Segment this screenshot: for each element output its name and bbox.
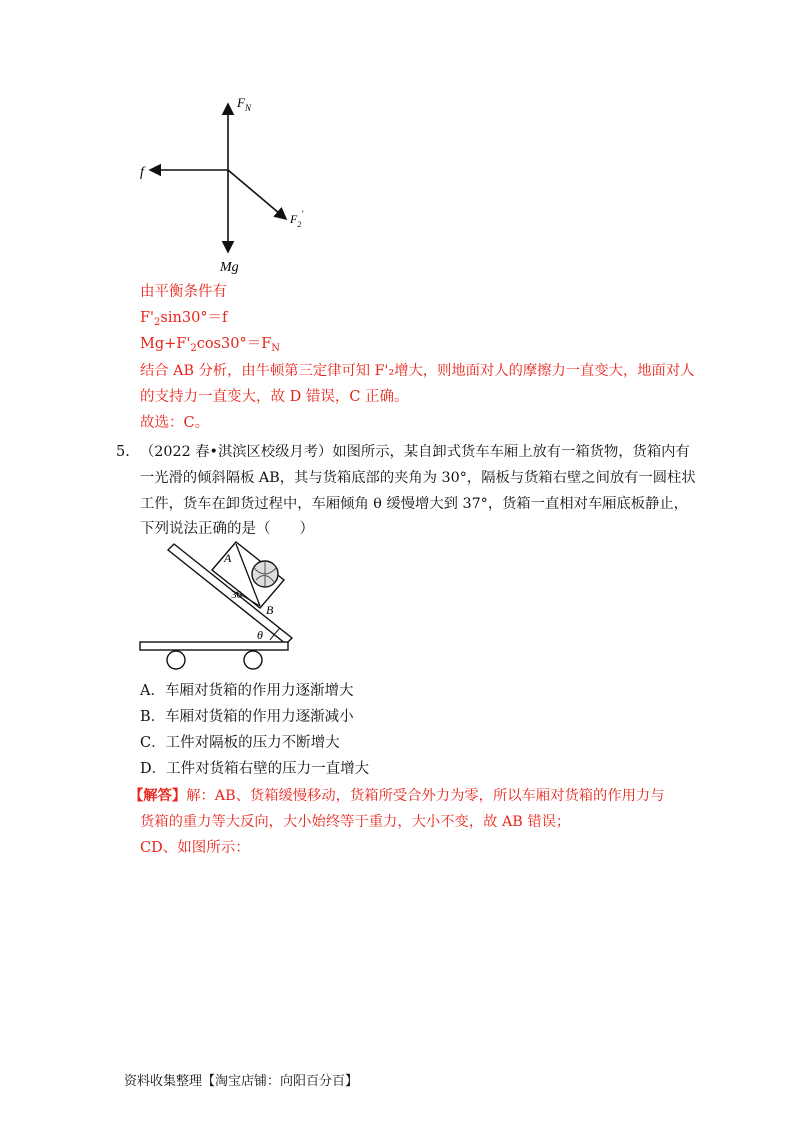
fn-label: $F_N$	[237, 95, 251, 113]
option-a: A．车厢对货箱的作用力逐渐增大	[140, 683, 354, 699]
solution-eq-2: $Mg+F'_2\cos 30^\circ=F_N$	[140, 336, 281, 354]
answer-line-2: 货箱的重力等大反向，大小始终等于重力，大小不变，故 AB 错误；	[140, 814, 571, 830]
solution-line-1: 由平衡条件有	[140, 284, 227, 300]
footer-text: 资料收集整理【淘宝店铺：向阳百分百】	[124, 1074, 359, 1089]
force-diagram	[130, 90, 310, 275]
question-text-line-1: （2022 春•淇滨区校级月考）如图所示，某自卸式货车车厢上放有一箱货物，货箱内有	[140, 444, 690, 460]
rear-wheel	[244, 651, 262, 669]
f2-arrow	[228, 170, 286, 219]
solution-eq-1: $F'_2\sin 30^\circ=f$	[140, 310, 228, 328]
truck-chassis	[140, 642, 288, 650]
question-text-line-2: 一光滑的倾斜隔板 AB，其与货箱底部的夹角为 30°，隔板与货箱右壁之间放有一圆柱状	[140, 470, 696, 486]
question-text-line-4: 下列说法正确的是（ ）	[140, 521, 314, 537]
option-c: C．工件对隔板的压力不断增大	[140, 735, 340, 751]
option-b: B．车厢对货箱的作用力逐渐减小	[140, 709, 354, 725]
mg-label: Mg	[220, 260, 239, 275]
answer-tag: 【解答】	[129, 788, 187, 804]
label-theta: θ	[257, 628, 263, 642]
solution-line-5: 的支持力一直变大，故 D 错误，C 正确。	[140, 389, 409, 405]
label-30: 30	[231, 589, 242, 601]
truck-figure	[138, 540, 298, 672]
f-label: f	[140, 165, 144, 180]
solution-line-6: 故选：C。	[140, 415, 210, 431]
label-a: A	[224, 551, 232, 565]
front-wheel	[167, 651, 185, 669]
answer-line-3: CD、如图所示：	[140, 840, 250, 856]
question-number: 5.	[116, 444, 130, 460]
question-text-line-3: 工件，货车在卸货过程中，车厢倾角 θ 缓慢增大到 37°，货箱一直相对车厢底板静止，	[140, 496, 688, 512]
f2-label: $F_2'$	[290, 209, 304, 229]
solution-line-4: 结合 AB 分析，由牛顿第三定律可知 F'₂增大，则地面对人的摩擦力一直变大，地面对人	[140, 363, 695, 379]
option-d: D．工件对货箱右壁的压力一直增大	[140, 761, 370, 777]
label-b: B	[266, 603, 274, 617]
answer-line-1: 【解答】解：AB、货箱缓慢移动，货箱所受合外力为零，所以车厢对货箱的作用力与	[129, 788, 665, 804]
